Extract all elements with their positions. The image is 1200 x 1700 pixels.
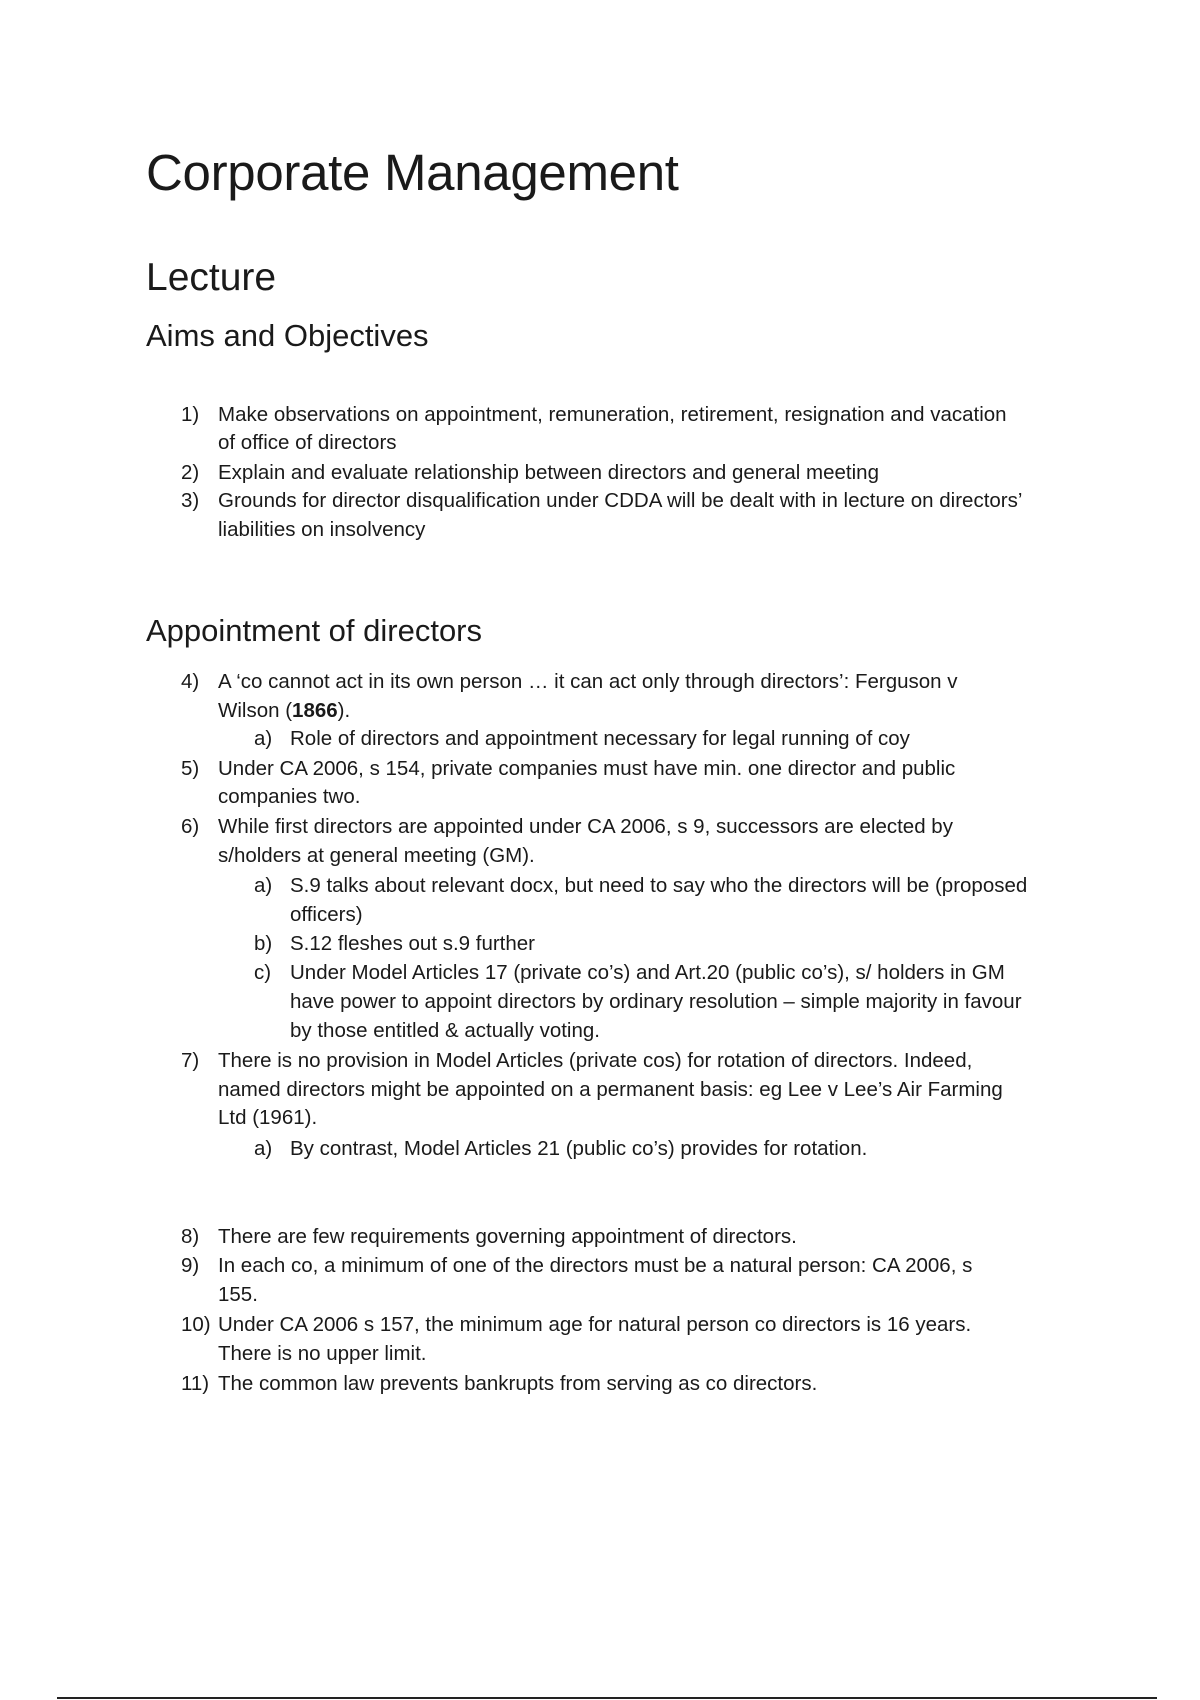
list-number: 11) [181, 1372, 210, 1395]
list-number: 10) [181, 1313, 211, 1336]
list-text: named directors might be appointed on a permanent basis: eg Lee v Lee’s Air Farming [218, 1078, 1003, 1101]
list-text: Grounds for director disqualification under CDDA will be dealt with in lecture on directors’ [218, 489, 1023, 512]
list-number: 9) [181, 1254, 200, 1277]
list-text: A ‘co cannot act in its own person … it can act only through directors’: Ferguson v [218, 670, 958, 693]
list-text: Explain and evaluate relationship between directors and general meeting [218, 461, 879, 484]
list-text: While first directors are appointed under CA 2006, s 9, successors are elected by [218, 815, 953, 838]
list-number: 3) [181, 489, 200, 512]
list-letter: a) [254, 1137, 273, 1160]
list-text: S.12 fleshes out s.9 further [290, 932, 535, 955]
list-number: 2) [181, 461, 200, 484]
list-number: 7) [181, 1049, 200, 1072]
list-text: by those entitled & actually voting. [290, 1019, 600, 1042]
list-text: officers) [290, 903, 363, 926]
list-number: 6) [181, 815, 200, 838]
list-text: There is no provision in Model Articles (private cos) for rotation of directors. Indeed, [218, 1049, 973, 1072]
list-text: Under Model Articles 17 (private co’s) and Art.20 (public co’s), s/ holders in GM [290, 961, 1005, 984]
list-text: S.9 talks about relevant docx, but need to say who the directors will be (proposed [290, 874, 1028, 897]
list-letter: a) [254, 874, 273, 897]
list-text: Ltd (1961). [218, 1106, 318, 1129]
list-text: of office of directors [218, 431, 397, 454]
list-letter: b) [254, 932, 273, 955]
list-letter: c) [254, 961, 272, 984]
list-text: In each co, a minimum of one of the directors must be a natural person: CA 2006, s [218, 1254, 973, 1277]
list-text: have power to appoint directors by ordinary resolution – simple majority in favour [290, 990, 1022, 1013]
list-text: The common law prevents bankrupts from serving as co directors. [218, 1372, 818, 1395]
list-number: 1) [181, 403, 200, 426]
section-heading-lecture: Lecture [146, 256, 277, 299]
list-number: 5) [181, 757, 200, 780]
list-text: 155. [218, 1283, 258, 1306]
list-text: Under CA 2006 s 157, the minimum age for natural person co directors is 16 years. [218, 1313, 972, 1336]
list-text: There are few requirements governing appointment of directors. [218, 1225, 797, 1248]
list-text: companies two. [218, 785, 361, 808]
heading-appointment-directors: Appointment of directors [146, 613, 483, 648]
list-text: Under CA 2006, s 154, private companies must have min. one director and public [218, 757, 956, 780]
list-letter: a) [254, 727, 273, 750]
list-text: Make observations on appointment, remuneration, retirement, resignation and vacation [218, 403, 1007, 426]
heading-aims-objectives: Aims and Objectives [146, 318, 429, 353]
list-text: By contrast, Model Articles 21 (public co’s) provides for rotation. [290, 1137, 868, 1160]
list-text: Role of directors and appointment necessary for legal running of coy [290, 727, 910, 750]
list-text: Wilson (1866). [218, 699, 351, 722]
list-text: liabilities on insolvency [218, 518, 426, 541]
list-text: s/holders at general meeting (GM). [218, 844, 535, 867]
list-number: 8) [181, 1225, 200, 1248]
document-title: Corporate Management [146, 144, 679, 201]
list-text: There is no upper limit. [218, 1342, 427, 1365]
list-number: 4) [181, 670, 200, 693]
footer-divider [57, 1697, 1157, 1699]
